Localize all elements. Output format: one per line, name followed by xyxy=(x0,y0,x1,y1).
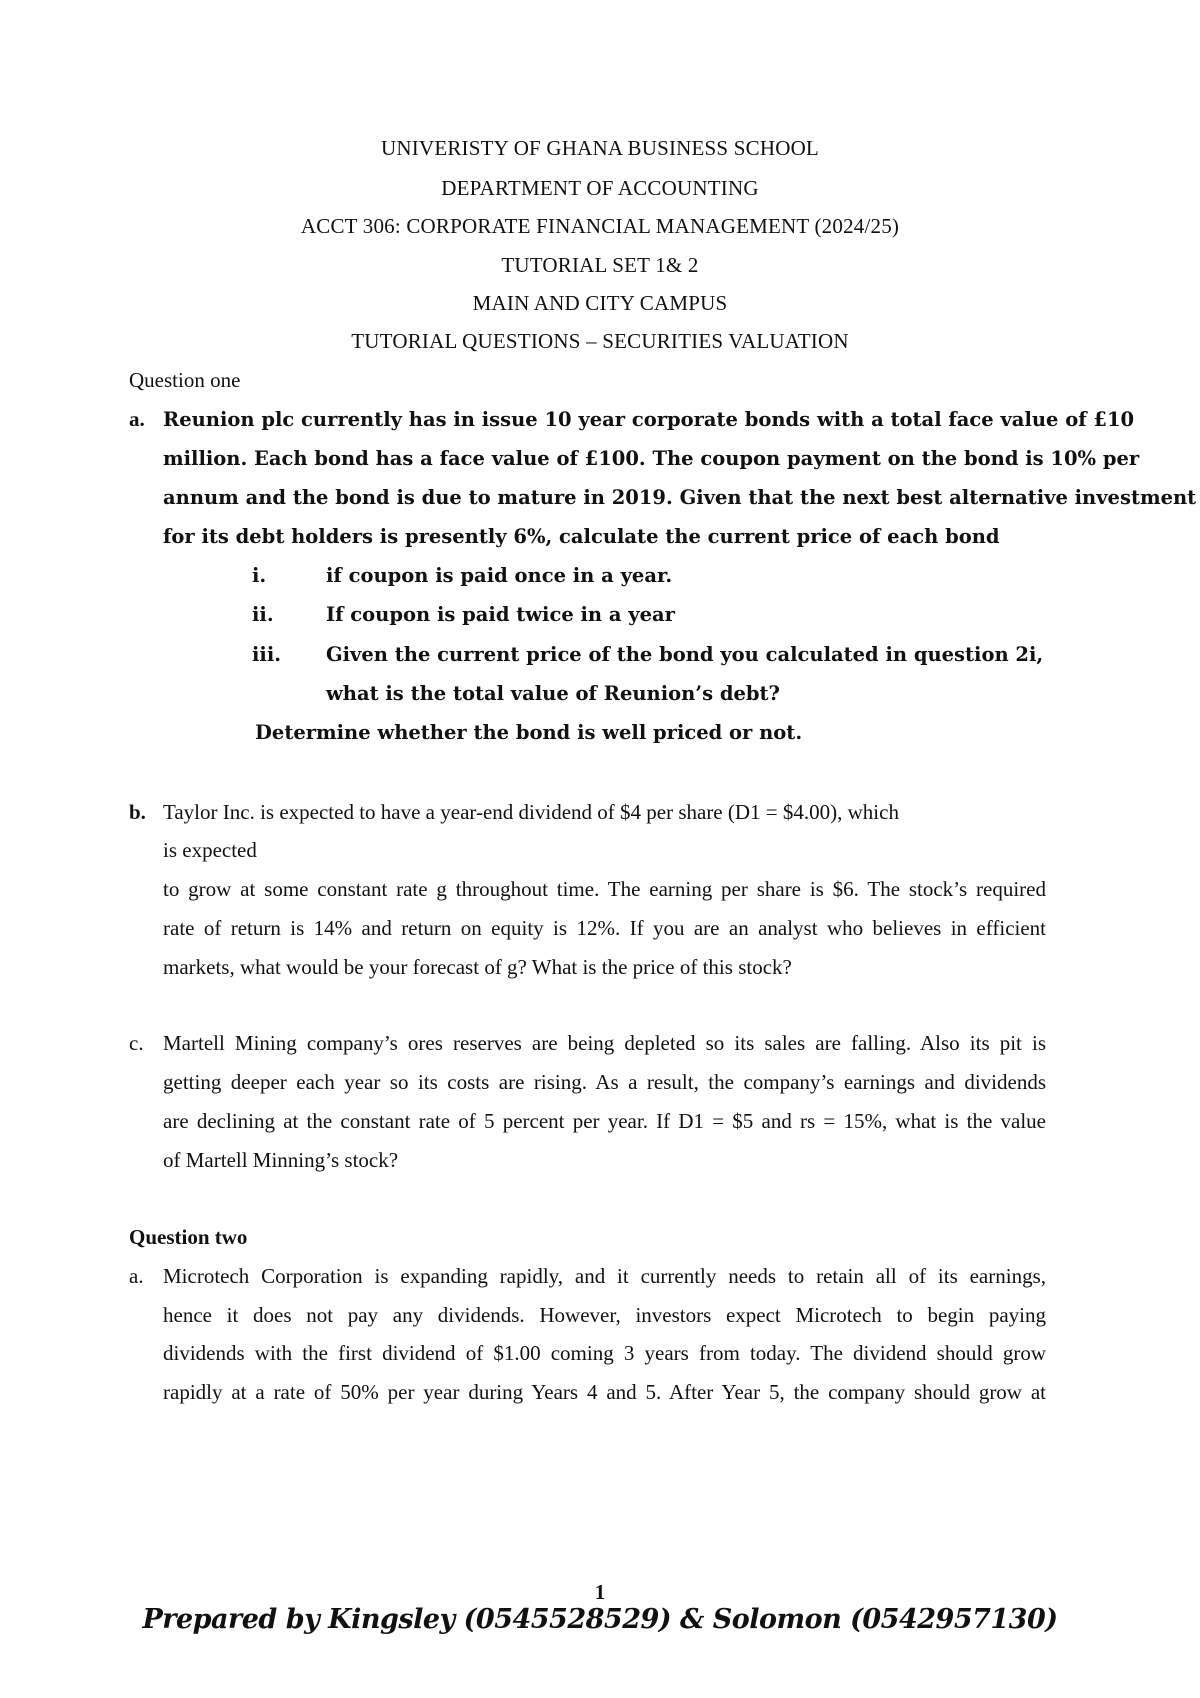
part-c-line: Martell Mining company’s ores reserves are being depleted so its sales are falling. Also its pit is xyxy=(163,1031,1046,1055)
footer-credit: Prepared by Kingsley (0545528529) & Solomon (0542957130) xyxy=(142,1604,1058,1635)
department-title: DEPARTMENT OF ACCOUNTING xyxy=(441,176,759,200)
part-b-line: markets, what would be your forecast of g? What is the price of this stock? xyxy=(163,955,792,979)
page-number: 1 xyxy=(594,1580,606,1604)
sub-item-text: if coupon is paid once in a year. xyxy=(326,564,673,587)
sub-item-number: ii. xyxy=(252,603,274,626)
part-c-line: are declining at the constant rate of 5 percent per year. If D1 = $5 and rs = 15%, what is the value xyxy=(163,1109,1046,1133)
tutorial-set: TUTORIAL SET 1& 2 xyxy=(501,253,699,277)
university-title: UNIVERISTY OF GHANA BUSINESS SCHOOL xyxy=(381,136,819,160)
q2-part-a-line: dividends with the first dividend of $1.00 coming 3 years from today. The dividend should grow xyxy=(163,1341,1046,1365)
determine-line: Determine whether the bond is well priced or not. xyxy=(255,721,803,744)
sub-item-number: iii. xyxy=(252,643,282,666)
part-a-line: annum and the bond is due to mature in 2019. Given that the next best alternative investment xyxy=(163,486,1197,509)
part-b-line: Taylor Inc. is expected to have a year-end dividend of $4 per share (D1 = $4.00), which xyxy=(163,800,899,824)
part-b-line: is expected xyxy=(163,838,257,862)
q2-part-a-line: hence it does not pay any dividends. However, investors expect Microtech to begin paying xyxy=(163,1303,1046,1327)
sub-item-text: Given the current price of the bond you calculated in question 2i, xyxy=(326,643,1044,666)
part-a-line: for its debt holders is presently 6%, calculate the current price of each bond xyxy=(163,525,1000,548)
question-two-heading: Question two xyxy=(129,1225,248,1249)
sub-item-number: i. xyxy=(252,564,267,587)
part-a-label: a. xyxy=(129,407,145,431)
part-a-line: Reunion plc currently has in issue 10 year corporate bonds with a total face value of £10 xyxy=(163,408,1135,431)
part-c-line: of Martell Minning’s stock? xyxy=(163,1148,399,1172)
campus-line: MAIN AND CITY CAMPUS xyxy=(472,291,728,315)
q2-part-a-label: a. xyxy=(129,1264,144,1288)
part-b-line: rate of return is 14% and return on equity is 12%. If you are an analyst who believes in efficient xyxy=(163,916,1046,940)
sub-item-text: If coupon is paid twice in a year xyxy=(326,603,675,626)
part-c-label: c. xyxy=(129,1031,144,1055)
part-c-line: getting deeper each year so its costs are rising. As a result, the company’s earnings and dividends xyxy=(163,1070,1046,1094)
tutorial-topic: TUTORIAL QUESTIONS – SECURITIES VALUATION xyxy=(351,329,849,353)
part-a-line: million. Each bond has a face value of £100. The coupon payment on the bond is 10% per xyxy=(163,447,1140,470)
q2-part-a-line: rapidly at a rate of 50% per year during Years 4 and 5. After Year 5, the company should grow at xyxy=(163,1380,1046,1404)
part-b-label: b. xyxy=(129,800,146,824)
question-one-heading: Question one xyxy=(129,368,241,392)
sub-item-continuation: what is the total value of Reunion’s debt? xyxy=(326,682,780,705)
q2-part-a-line: Microtech Corporation is expanding rapidly, and it currently needs to retain all of its earnings, xyxy=(163,1264,1046,1288)
course-title: ACCT 306: CORPORATE FINANCIAL MANAGEMENT (2024/25) xyxy=(300,214,900,238)
part-b-line: to grow at some constant rate g throughout time. The earning per share is $6. The stock’s required xyxy=(163,877,1046,901)
